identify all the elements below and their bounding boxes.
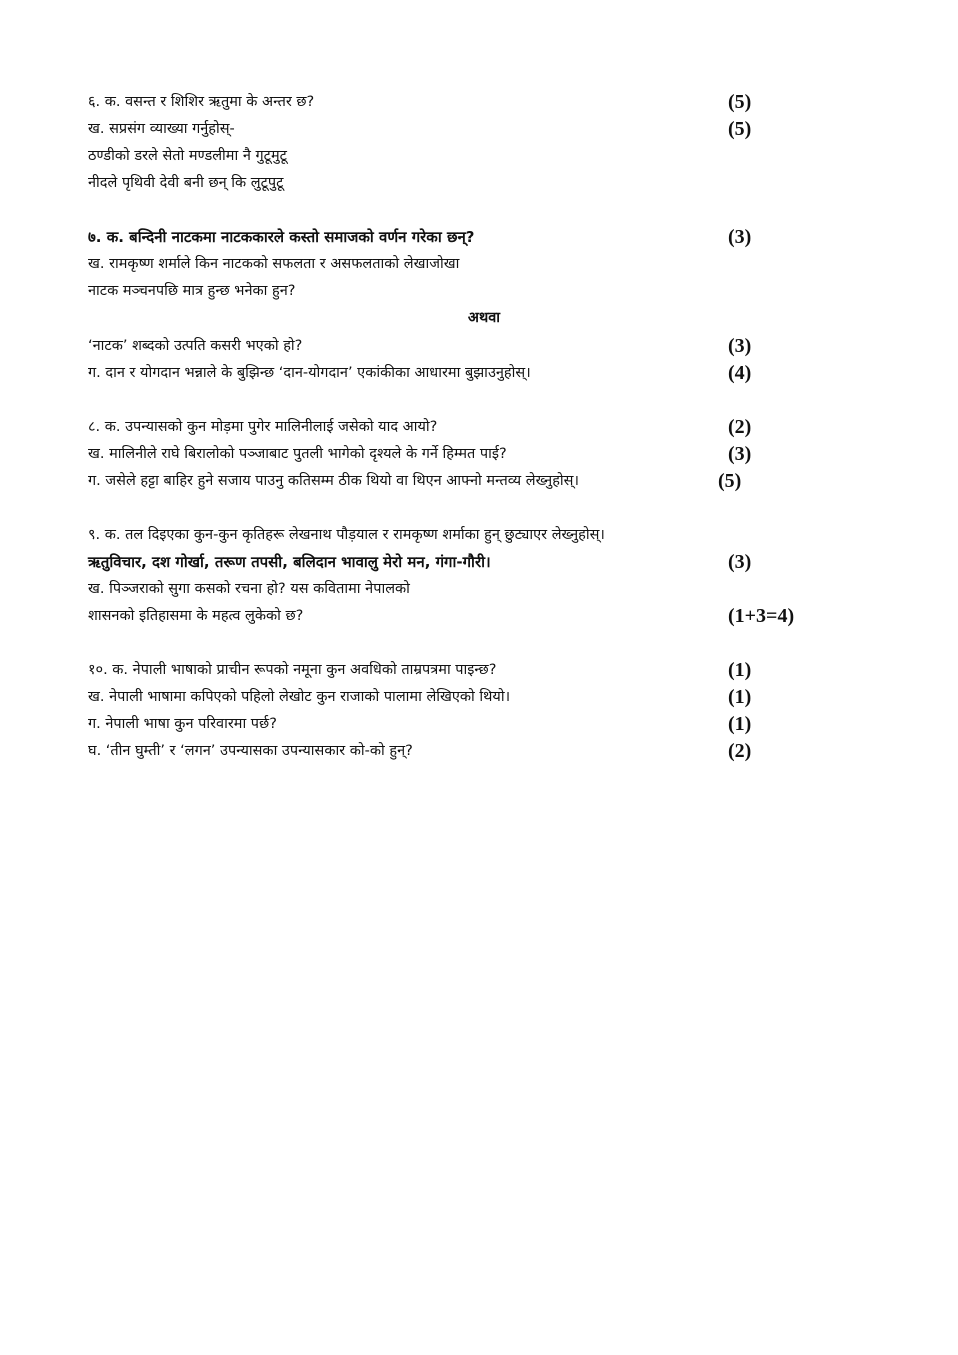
question-marks: (3) [728,443,752,465]
question-text: ग. नेपाली भाषा कुन परिवारमा पर्छ? [88,716,277,732]
question-text: ख. सप्रसंग व्याख्या गर्नुहोस्- [88,121,235,137]
question-marks: (2) [728,416,752,438]
question-marks: (5) [728,118,752,140]
question-text: नीदले पृथिवी देवी बनी छन् कि लुटूपुटू [88,175,284,191]
question-text: शासनको इतिहासमा के महत्व लुकेको छ? [88,608,304,624]
question-marks: (1) [728,713,752,735]
question-text: ग. दान र योगदान भन्नाले के बुझिन्छ ‘दान-योगदान’ एकांकीका आधारमा बुझाउनुहोस्। [88,365,531,381]
question-text: ऋतुविचार, दश गोर्खा, तरूण तपसी, बलिदान भावालु मेरो मन, गंगा-गौरी। [88,553,491,571]
question-text: ग. जसेले हट्टा बाहिर हुने सजाय पाउनु कतिसम्म ठीक थियो वा थिएन आफ्नो मन्तव्य लेख्नुहोस्। [88,473,579,489]
question-text: नाटक मञ्चनपछि मात्र हुन्छ भनेका हुन? [88,283,296,299]
question-text: ख. रामकृष्ण शर्माले किन नाटकको सफलता र असफलताको लेखाजोखा [88,256,460,272]
question-marks: (3) [728,335,752,357]
question-marks: (2) [728,740,752,762]
question-text: ७. क. बन्दिनी नाटकमा नाटककारले कस्तो समाजको वर्णन गरेका छन्? [88,228,475,246]
question-marks: (1+3=4) [728,605,795,627]
question-marks: (5) [718,470,742,492]
question-text: ९. क. तल दिइएका कुन-कुन कृतिहरू लेखनाथ पौड़याल र रामकृष्ण शर्माका हुन् छुट्याएर लेख्नुहोस्। [88,527,605,543]
question-text: १०. क. नेपाली भाषाको प्राचीन रूपको नमूना कुन अवधिको ताम्रपत्रमा पाइन्छ? [88,662,497,678]
question-text: ६. क. वसन्त र शिशिर ऋतुमा के अन्तर छ? [88,94,315,110]
question-marks: (3) [728,226,752,248]
question-text: ख. नेपाली भाषामा कपिएको पहिलो लेखोट कुन राजाको पालामा लेखिएको थियो। [88,689,511,705]
question-text: ठण्डीको डरले सेतो मण्डलीमा नै गुटूमुटू [88,148,287,164]
question-text: ख. मालिनीले राघे बिरालोको पञ्जाबाट पुतली भागेको दृश्यले के गर्ने हिम्मत पाई? [88,446,507,462]
question-marks: (5) [728,91,752,113]
question-text: ‘नाटक’ शब्दको उत्पति कसरी भएको हो? [88,338,303,354]
section-divider-or: अथवा [467,310,501,326]
question-marks: (1) [728,686,752,708]
question-marks: (1) [728,659,752,681]
question-text: ख. पिञ्जराको सुगा कसको रचना हो? यस कवितामा नेपालको [88,581,410,597]
question-text: घ. ‘तीन घुम्ती’ र ‘लगन’ उपन्यासका उपन्यासकार को-को हुन्? [88,743,413,759]
question-marks: (3) [728,551,752,573]
question-text: ८. क. उपन्यासको कुन मोड़मा पुगेर मालिनीलाई जसेको याद आयो? [88,419,438,435]
question-marks: (4) [728,362,752,384]
